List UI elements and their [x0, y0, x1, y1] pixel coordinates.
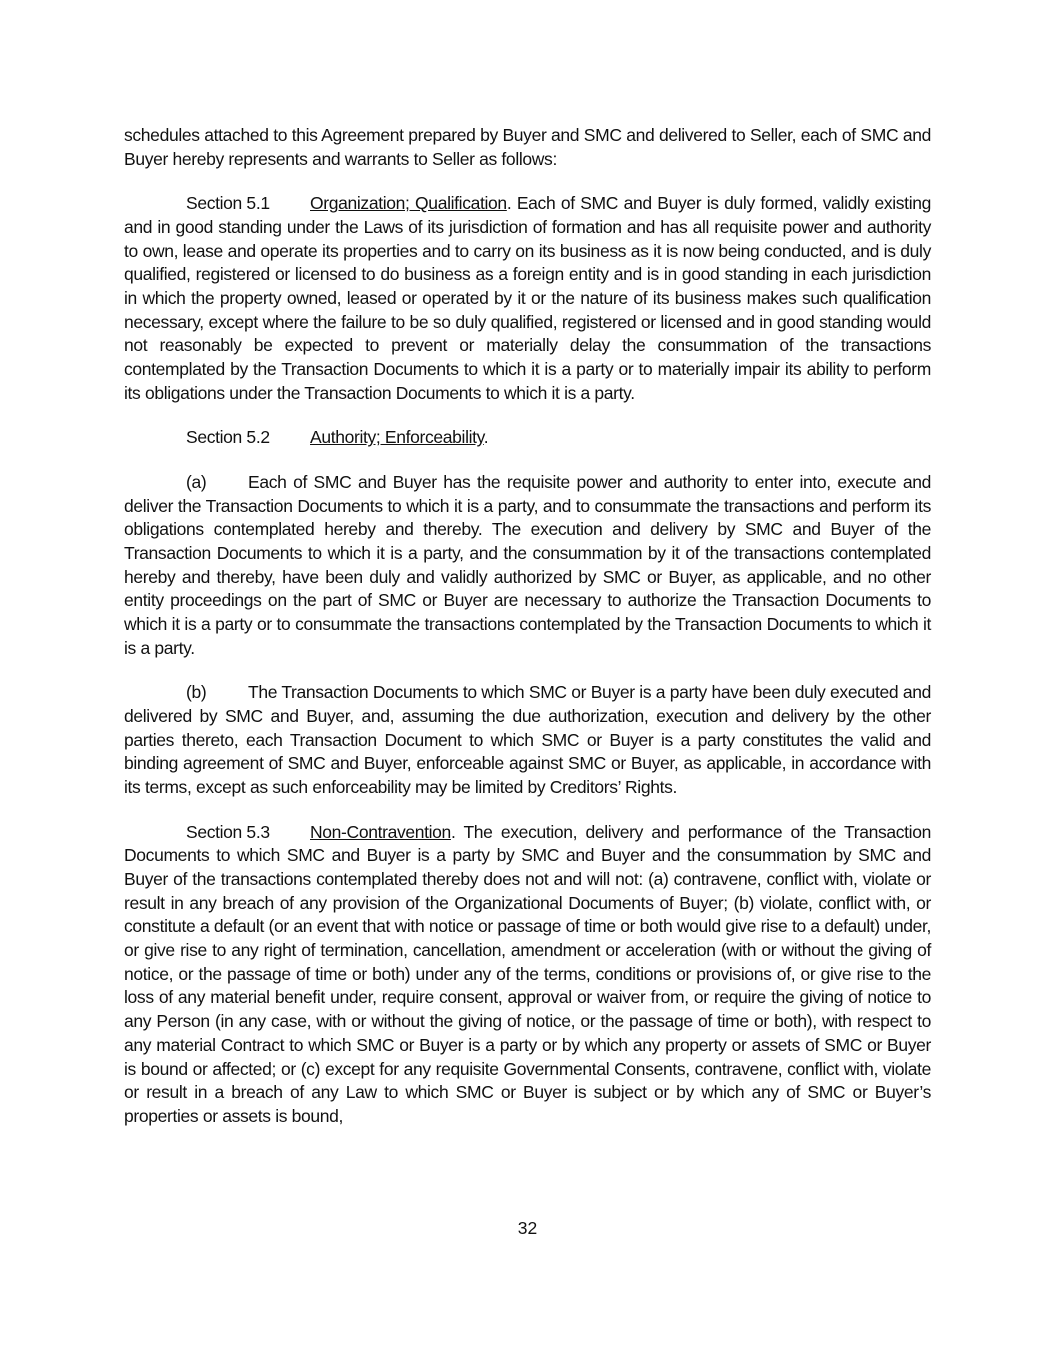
- document-body: [124, 124, 931, 1150]
- section-5-3-title: Non-Contravention: [310, 821, 451, 842]
- section-5-1-body: . Each of SMC and Buyer is duly formed, validly existing and in good standing under the Laws of its jurisdiction of formation and has all requisite power and authority to own, lease and operate its properties and to carry on its business as it is now being conducted, and is duly qualified, registered or licensed to do business as a foreign entity and is in good standing in each jurisdiction in which the property owned, leased or operated by it or the nature of its business makes such qualification necessary, except where the failure to be so duly qualified, registered or licensed and in good standing would not reasonably be expected to prevent or materially delay the consummation of the transactions contemplated by the Transaction Documents to which it is a party or to materially impair its ability to perform its obligations under the Transaction Documents to which it is a party.: [124, 193, 931, 403]
- section-5-2-heading: [124, 426, 931, 450]
- section-5-1-title: Organization; Qualification: [310, 193, 507, 214]
- section-5-2-title: Authority; Enforceability: [310, 427, 484, 448]
- page-number: 32: [517, 1218, 538, 1238]
- section-5-2-a-paragraph: [124, 471, 931, 661]
- section-5-2-b-paragraph: [124, 681, 931, 800]
- section-5-2-title-suffix: .: [483, 427, 489, 448]
- section-5-2-number: Section 5.2: [186, 427, 270, 448]
- section-5-3-paragraph: [124, 821, 931, 1129]
- section-5-3-body: . The execution, delivery and performance of the Transaction Documents to which SMC and Buyer is a party by SMC and Buyer and the consummation by SMC and Buyer of the transactions contemplated thereby does not and will not: (a) contravene, conflict with, violate or result in any breach of any provision of the Organizational Documents of Buyer; (b) violate, conflict with, or constitute a default (or an event that with notice or passage of time or both would give rise to a default) under, or give rise to any right of termination, cancellation, amendment or acceleration (with or without the giving of notice, or the passage of time or both) under any of the terms, conditions or provisions of, or give rise to the loss of any material benefit under, require consent, approval or waiver from, or require the giving of notice to any Person (in any case, with or without the giving of notice, or the passage of time or both), with respect to any material Contract to which SMC or Buyer is a party or by which any property or assets of SMC or Buyer is bound or affected; or (c) except for any requisite Governmental Consents, contravene, conflict with, violate or result in a breach of any Law to which SMC or Buyer is subject or by which any of SMC or Buyer’s properties or assets is bound,: [124, 821, 931, 1126]
- section-5-1-number: Section 5.1: [186, 193, 270, 214]
- section-5-3-number: Section 5.3: [186, 821, 270, 842]
- section-5-1-paragraph: [124, 192, 931, 405]
- section-5-2-a-text: Each of SMC and Buyer has the requisite power and authority to enter into, execute and deliver the Transaction Documents to which it is a party, and to consummate the transactions and perform its obligations contemplated hereby and thereby. The execution and delivery by SMC and Buyer of the Transaction Documents to which it is a party, and the consummation by it of the transactions contemplated hereby and thereby, have been duly and validly authorized by SMC or Buyer, as applicable, and no other entity proceedings on the part of SMC or Buyer are necessary to authorize the Transaction Documents to which it is a party or to consummate the transactions contemplated by the Transaction Documents to which it is a party.: [124, 471, 931, 658]
- section-5-2-b-label: (b): [186, 682, 207, 703]
- section-5-2-b-text: The Transaction Documents to which SMC or Buyer is a party have been duly executed and delivered by SMC and Buyer, and, assuming the due authorization, execution and delivery by the other parties thereto, each Transaction Document to which SMC or Buyer is a party constitutes the valid and binding agreement of SMC and Buyer, enforceable against SMC or Buyer, as applicable, in accordance with its terms, except as such enforceability may be limited by Creditors’ Rights.: [124, 682, 931, 798]
- intro-paragraph: schedules attached to this Agreement prepared by Buyer and SMC and delivered to Seller, each of SMC and Buyer hereby represents and warrants to Seller as follows:: [124, 125, 931, 169]
- section-5-2-a-label: (a): [186, 471, 207, 492]
